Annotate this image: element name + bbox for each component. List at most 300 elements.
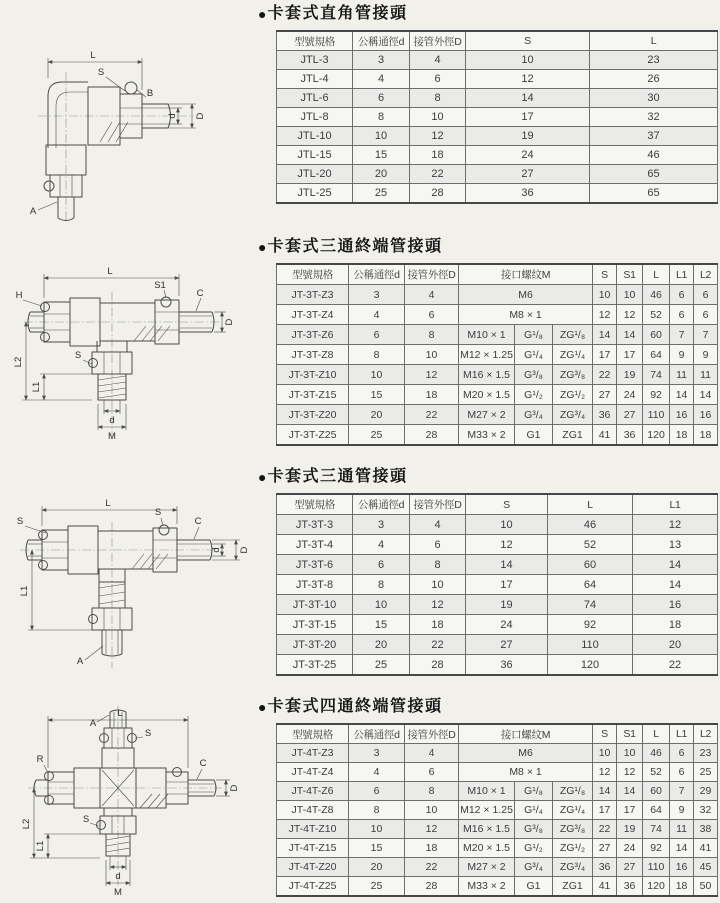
table-cell: 26 <box>590 70 718 89</box>
table-cell: JT-3T-Z15 <box>277 385 349 405</box>
column-header: L <box>643 724 670 744</box>
table-cell: M16 × 1.5 <box>459 820 515 839</box>
dim-label-C: C <box>199 758 207 769</box>
table-cell: 12 <box>633 515 718 535</box>
table-cell: 19 <box>466 127 590 146</box>
table-cell: JTL-15 <box>277 146 353 165</box>
table-cell: 16 <box>670 405 694 425</box>
table-cell: 4 <box>349 305 405 325</box>
table-cell: 17 <box>593 345 617 365</box>
dim-label-L2: L2 <box>13 356 24 368</box>
dim-label-S1: S1 <box>154 280 166 291</box>
table-cell: 27 <box>593 839 617 858</box>
table-cell: 6 <box>670 285 694 305</box>
table-cell: JT-3T-Z20 <box>277 405 349 425</box>
table-cell: 13 <box>633 535 718 555</box>
table-cell: G¹/₂ <box>515 385 553 405</box>
table-cell: 20 <box>353 165 410 184</box>
table-cell: 3 <box>349 744 405 763</box>
table-cell: 12 <box>466 535 548 555</box>
table-cell: JT-4T-Z4 <box>277 763 349 782</box>
table-cell: 36 <box>466 184 590 204</box>
table-cell: 60 <box>548 555 633 575</box>
content-tee <box>258 458 720 688</box>
table-cell: 8 <box>410 555 466 575</box>
table-cell: 4 <box>349 763 405 782</box>
table-cell: 14 <box>633 575 718 595</box>
table-cell: 18 <box>405 385 459 405</box>
table-cell: 10 <box>349 820 405 839</box>
column-header: S <box>466 494 548 515</box>
table-cell: M12 × 1.25 <box>459 345 515 365</box>
table-cell: 23 <box>694 744 718 763</box>
table-row <box>277 127 718 146</box>
table-row <box>277 575 718 595</box>
table-cell: 12 <box>617 763 643 782</box>
dim-label-L: L <box>117 708 123 719</box>
table-cell: 10 <box>410 108 466 127</box>
table-cell: 45 <box>694 858 718 877</box>
table-cell: 18 <box>405 839 459 858</box>
table-cell: JT-4T-Z3 <box>277 744 349 763</box>
table-cell: 24 <box>617 839 643 858</box>
table-row <box>277 305 718 325</box>
table-row <box>277 655 718 676</box>
table-cell: 12 <box>410 127 466 146</box>
table-cell: 36 <box>617 425 643 446</box>
table-cell: 7 <box>694 325 718 345</box>
table-cell: 32 <box>694 801 718 820</box>
table-cell: 24 <box>466 615 548 635</box>
table-cell: 12 <box>405 365 459 385</box>
table-cell: ZG¹/₈ <box>553 325 593 345</box>
header-row <box>277 264 718 285</box>
table-cell: M33 × 2 <box>459 425 515 446</box>
table-cell: 28 <box>410 655 466 676</box>
dim-label-C: C <box>196 288 204 299</box>
table-cell: 4 <box>410 515 466 535</box>
table-cell: 6 <box>405 305 459 325</box>
table-cell: M20 × 1.5 <box>459 385 515 405</box>
table-cell: 9 <box>670 801 694 820</box>
table-cell: 17 <box>617 801 643 820</box>
table-cell: 41 <box>593 877 617 897</box>
table-cell: 6 <box>349 782 405 801</box>
dim-label-H: H <box>15 290 23 301</box>
table-cell: ZG1 <box>553 425 593 446</box>
table-cell: 10 <box>410 575 466 595</box>
table-cell: 6 <box>410 535 466 555</box>
table-cell: ZG1 <box>553 877 593 897</box>
dim-label-L: L <box>107 266 113 277</box>
table-row <box>277 515 718 535</box>
table-cell: JT-3T-Z10 <box>277 365 349 385</box>
dim-label-D: D <box>195 112 206 120</box>
table-cell: G1 <box>515 877 553 897</box>
column-header: 型號規格 <box>277 494 353 515</box>
table-row <box>277 325 718 345</box>
column-header: 接管外徑D <box>405 724 459 744</box>
table-cell: 22 <box>410 165 466 184</box>
table-cell: 20 <box>349 405 405 425</box>
section-right-angle <box>0 0 720 228</box>
table-row <box>277 555 718 575</box>
table-cell: 6 <box>353 89 410 108</box>
table-cell: 3 <box>353 515 410 535</box>
dim-label-B: B <box>146 88 154 99</box>
dim-label-M: M <box>108 431 116 442</box>
table-row <box>277 184 718 204</box>
table-cell: 19 <box>617 365 643 385</box>
table-cell: 14 <box>593 325 617 345</box>
content-right-angle <box>258 0 720 228</box>
table-cell: 65 <box>590 165 718 184</box>
dim-label-L: L <box>105 498 111 509</box>
table-cell: 36 <box>617 877 643 897</box>
section-title-text: 卡套式三通終端管接頭 <box>267 238 443 255</box>
table-cell: JT-3T-Z3 <box>277 285 349 305</box>
table-cell: 28 <box>405 425 459 446</box>
table-row <box>277 165 718 184</box>
table-cell: M27 × 2 <box>459 405 515 425</box>
column-header: S1 <box>617 724 643 744</box>
table-cell: JT-3T-25 <box>277 655 353 676</box>
table-cell: 10 <box>617 285 643 305</box>
table-row <box>277 839 718 858</box>
table-row <box>277 425 718 446</box>
table-cell: 10 <box>353 595 410 615</box>
table-cell: 14 <box>670 385 694 405</box>
table-cell: 18 <box>410 615 466 635</box>
section-tee-terminal <box>0 228 720 458</box>
bullet-icon: ● <box>258 6 267 22</box>
column-header: 型號規格 <box>277 724 349 744</box>
table-cell: ZG¹/₈ <box>553 782 593 801</box>
table-cell: 22 <box>633 655 718 676</box>
column-header: L <box>548 494 633 515</box>
table-cell: M10 × 1 <box>459 325 515 345</box>
table-cell: JTL-6 <box>277 89 353 108</box>
table-cell: 74 <box>548 595 633 615</box>
table-cell: ZG³/₄ <box>553 405 593 425</box>
table-row <box>277 858 718 877</box>
table-cell: JTL-25 <box>277 184 353 204</box>
table-cell: 14 <box>694 385 718 405</box>
table-cell: 8 <box>349 345 405 365</box>
table-cell: 17 <box>617 345 643 365</box>
table-cell: 74 <box>643 365 670 385</box>
table-cell: 10 <box>466 51 590 70</box>
table-cell: G¹/₄ <box>515 801 553 820</box>
section-title <box>258 467 720 487</box>
table-cell: 27 <box>593 385 617 405</box>
column-header: 公稱通徑d <box>353 31 410 51</box>
table-cell: JT-4T-Z8 <box>277 801 349 820</box>
table-cell: 12 <box>410 595 466 615</box>
dim-label-S-bottom: S <box>82 814 90 825</box>
column-header: L2 <box>694 724 718 744</box>
dim-label-d: d <box>167 113 178 119</box>
table-cell: 16 <box>633 595 718 615</box>
table-cell: 17 <box>466 108 590 127</box>
table-row <box>277 89 718 108</box>
table-cell: 19 <box>466 595 548 615</box>
column-header: L1 <box>670 264 694 285</box>
column-header: L <box>643 264 670 285</box>
table-cell: 60 <box>643 782 670 801</box>
table-cell: 22 <box>405 858 459 877</box>
table-cell: G¹/₈ <box>515 782 553 801</box>
spec-table-right-angle <box>276 30 718 204</box>
technical-drawing-cross-terminal <box>0 688 258 901</box>
table-cell: 6 <box>694 305 718 325</box>
table-row <box>277 405 718 425</box>
section-title <box>258 237 720 257</box>
table-cell: 120 <box>643 425 670 446</box>
table-cell: 15 <box>353 146 410 165</box>
technical-drawing-elbow <box>0 16 258 228</box>
bullet-icon: ● <box>258 239 267 255</box>
table-row <box>277 877 718 897</box>
table-cell: 14 <box>617 325 643 345</box>
table-cell: 27 <box>466 635 548 655</box>
table-cell: JT-3T-Z8 <box>277 345 349 365</box>
table-cell: JTL-3 <box>277 51 353 70</box>
table-cell: M8 × 1 <box>459 763 593 782</box>
dim-label-M: M <box>114 887 122 898</box>
table-cell: 17 <box>466 575 548 595</box>
table-cell: 46 <box>643 744 670 763</box>
table-cell: 8 <box>405 325 459 345</box>
dim-label-d: d <box>211 547 222 553</box>
table-cell: 11 <box>670 820 694 839</box>
spec-table-tee <box>276 493 718 676</box>
table-cell: 10 <box>405 345 459 365</box>
table-cell: JTL-4 <box>277 70 353 89</box>
table-cell: 14 <box>466 89 590 108</box>
bullet-icon: ● <box>258 699 267 715</box>
table-cell: 8 <box>353 108 410 127</box>
table-row <box>277 595 718 615</box>
table-cell: 15 <box>349 385 405 405</box>
table-cell: JTL-20 <box>277 165 353 184</box>
table-row <box>277 535 718 555</box>
table-cell: 3 <box>349 285 405 305</box>
table-cell: M20 × 1.5 <box>459 839 515 858</box>
table-cell: 10 <box>353 127 410 146</box>
table-cell: ZG¹/₂ <box>553 839 593 858</box>
table-row <box>277 763 718 782</box>
table-cell: 12 <box>466 70 590 89</box>
table-row <box>277 285 718 305</box>
spec-table-tee-terminal <box>276 263 718 446</box>
table-cell: 18 <box>694 425 718 446</box>
table-cell: 15 <box>349 839 405 858</box>
technical-drawing-tee <box>0 470 258 680</box>
table-cell: JT-3T-3 <box>277 515 353 535</box>
table-cell: G1 <box>515 425 553 446</box>
table-cell: JT-4T-Z6 <box>277 782 349 801</box>
section-title-text: 卡套式三通管接頭 <box>267 468 408 485</box>
table-cell: 16 <box>694 405 718 425</box>
table-cell: JT-4T-Z20 <box>277 858 349 877</box>
table-cell: 28 <box>410 184 466 204</box>
column-header: S <box>593 724 617 744</box>
spec-table-cross-terminal <box>276 723 718 897</box>
table-cell: 30 <box>590 89 718 108</box>
table-cell: 52 <box>643 763 670 782</box>
table-cell: 16 <box>670 858 694 877</box>
content-tee-terminal <box>258 228 720 458</box>
table-cell: JT-3T-8 <box>277 575 353 595</box>
table-cell: JT-3T-6 <box>277 555 353 575</box>
table-row <box>277 70 718 89</box>
table-cell: 19 <box>617 820 643 839</box>
technical-drawing-tee-terminal <box>0 234 258 452</box>
table-cell: 25 <box>349 877 405 897</box>
table-cell: G¹/₈ <box>515 325 553 345</box>
table-row <box>277 615 718 635</box>
table-cell: 11 <box>670 365 694 385</box>
table-cell: 8 <box>349 801 405 820</box>
table-cell: 22 <box>410 635 466 655</box>
table-cell: G³/₈ <box>515 820 553 839</box>
column-header: 接管外徑D <box>410 31 466 51</box>
table-cell: JT-4T-Z25 <box>277 877 349 897</box>
table-cell: 60 <box>643 325 670 345</box>
table-cell: G³/₄ <box>515 858 553 877</box>
table-cell: 64 <box>643 345 670 365</box>
section-title-text: 卡套式四通終端管接頭 <box>267 698 443 715</box>
dim-label-D: D <box>224 318 235 326</box>
table-cell: 18 <box>670 425 694 446</box>
table-cell: 41 <box>593 425 617 446</box>
header-row <box>277 31 718 51</box>
column-header: S <box>593 264 617 285</box>
table-cell: 6 <box>353 555 410 575</box>
table-cell: 92 <box>548 615 633 635</box>
dim-label-L: L <box>90 50 96 61</box>
table-cell: 25 <box>349 425 405 446</box>
table-cell: JT-4T-Z15 <box>277 839 349 858</box>
content-cross-terminal <box>258 688 720 903</box>
table-cell: 41 <box>694 839 718 858</box>
table-row <box>277 345 718 365</box>
table-cell: M33 × 2 <box>459 877 515 897</box>
dim-label-S-top: S <box>144 728 152 739</box>
table-row <box>277 744 718 763</box>
section-cross-terminal <box>0 688 720 903</box>
table-cell: 6 <box>670 305 694 325</box>
table-cell: 7 <box>670 782 694 801</box>
table-cell: 25 <box>353 184 410 204</box>
table-cell: M6 <box>459 744 593 763</box>
table-cell: 36 <box>593 405 617 425</box>
table-cell: G¹/₄ <box>515 345 553 365</box>
table-cell: 22 <box>593 365 617 385</box>
table-cell: JTL-10 <box>277 127 353 146</box>
table-cell: 14 <box>617 782 643 801</box>
column-header: 接口螺纹M <box>459 264 593 285</box>
table-cell: 37 <box>590 127 718 146</box>
drawing-area-tee-terminal <box>0 228 258 458</box>
table-cell: 14 <box>633 555 718 575</box>
table-cell: 8 <box>353 575 410 595</box>
table-cell: 14 <box>593 782 617 801</box>
table-cell: JT-3T-Z6 <box>277 325 349 345</box>
table-cell: 27 <box>466 165 590 184</box>
table-row <box>277 51 718 70</box>
column-header: 公稱通徑d <box>349 724 405 744</box>
section-title-text: 卡套式直角管接頭 <box>267 5 408 22</box>
table-row <box>277 146 718 165</box>
table-cell: 64 <box>643 801 670 820</box>
dim-label-A: A <box>89 718 97 729</box>
table-row <box>277 635 718 655</box>
table-cell: 52 <box>643 305 670 325</box>
dim-label-L1: L1 <box>19 585 30 597</box>
column-header: 接口螺纹M <box>459 724 593 744</box>
dim-label-L1: L1 <box>31 381 42 393</box>
table-cell: 25 <box>353 655 410 676</box>
table-cell: 3 <box>353 51 410 70</box>
table-cell: 4 <box>353 535 410 555</box>
table-cell: M6 <box>459 285 593 305</box>
table-cell: 22 <box>405 405 459 425</box>
table-cell: 22 <box>593 820 617 839</box>
column-header: S1 <box>617 264 643 285</box>
dim-label-D: D <box>239 546 250 554</box>
dim-label-R: R <box>36 754 44 765</box>
table-cell: 27 <box>617 405 643 425</box>
table-cell: M8 × 1 <box>459 305 593 325</box>
table-cell: 12 <box>405 820 459 839</box>
table-cell: JT-4T-Z10 <box>277 820 349 839</box>
table-cell: 50 <box>694 877 718 897</box>
dim-label-L1: L1 <box>35 840 46 852</box>
table-cell: JT-3T-4 <box>277 535 353 555</box>
table-cell: 10 <box>593 744 617 763</box>
table-cell: ZG³/₈ <box>553 365 593 385</box>
table-cell: 4 <box>405 744 459 763</box>
drawing-area-tee <box>0 458 258 688</box>
table-cell: 4 <box>353 70 410 89</box>
table-cell: ZG¹/₄ <box>553 801 593 820</box>
table-cell: 28 <box>405 877 459 897</box>
table-cell: 24 <box>617 385 643 405</box>
table-row <box>277 108 718 127</box>
dim-label-d: d <box>115 871 121 882</box>
column-header: L1 <box>633 494 718 515</box>
table-cell: JT-3T-15 <box>277 615 353 635</box>
column-header: S <box>466 31 590 51</box>
drawing-area-elbow <box>0 0 258 228</box>
column-header: 公稱通徑d <box>349 264 405 285</box>
table-cell: 12 <box>617 305 643 325</box>
table-cell: 38 <box>694 820 718 839</box>
table-cell: M10 × 1 <box>459 782 515 801</box>
column-header: 接管外徑D <box>405 264 459 285</box>
dim-label-S: S <box>97 67 105 78</box>
header-row <box>277 724 718 744</box>
table-cell: M12 × 1.25 <box>459 801 515 820</box>
table-cell: 36 <box>466 655 548 676</box>
table-cell: 36 <box>593 858 617 877</box>
table-cell: 25 <box>694 763 718 782</box>
dim-label-L2: L2 <box>21 818 32 830</box>
table-cell: 14 <box>466 555 548 575</box>
table-cell: 10 <box>593 285 617 305</box>
